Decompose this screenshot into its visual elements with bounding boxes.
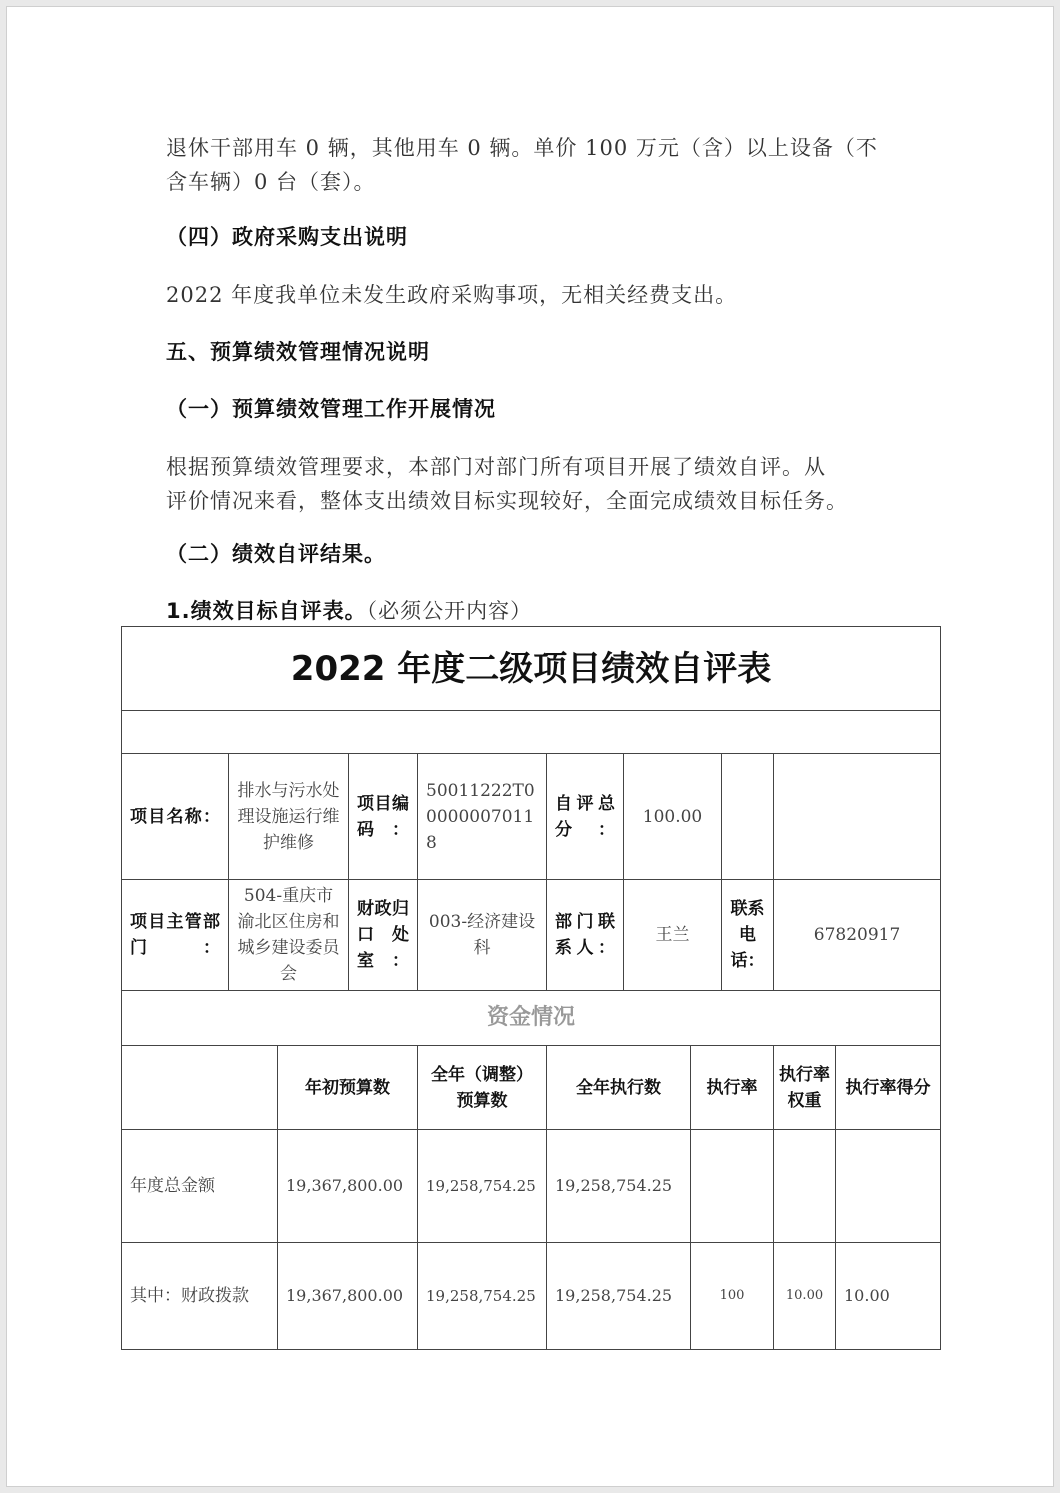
col-rate-weight: 执行率权重 bbox=[774, 1046, 836, 1130]
paragraph-line: 评价情况来看，整体支出绩效目标实现较好，全面完成绩效目标任务。 bbox=[166, 489, 848, 513]
contact-label: 部门联系人： bbox=[547, 880, 624, 991]
cell-executed: 19,258,754.25 bbox=[547, 1130, 691, 1243]
project-name-value: 排水与污水处理设施运行维护维修 bbox=[229, 754, 349, 880]
contact-value: 王兰 bbox=[624, 880, 722, 991]
cell-score: 10.00 bbox=[836, 1243, 941, 1350]
cell-adjusted: 19,258,754.25 bbox=[418, 1243, 547, 1350]
paragraph-procurement: 2022 年度我单位未发生政府采购事项，无相关经费支出。 bbox=[166, 283, 738, 307]
blank-row bbox=[122, 711, 941, 754]
col-rate-score: 执行率得分 bbox=[836, 1046, 941, 1130]
department-value: 504-重庆市渝北区住房和城乡建设委员会 bbox=[229, 880, 349, 991]
project-code-label: 项目编码： bbox=[349, 754, 418, 880]
paragraph-line: 退休干部用车 0 辆，其他用车 0 辆。单价 100 万元（含）以上设备（不 bbox=[166, 136, 878, 160]
cell-rate bbox=[691, 1130, 774, 1243]
office-label: 财政归口处室： bbox=[349, 880, 418, 991]
row-label: 年度总金额 bbox=[122, 1130, 278, 1243]
phone-label: 联系电话： bbox=[722, 880, 774, 991]
col-executed: 全年执行数 bbox=[547, 1046, 691, 1130]
empty-cell bbox=[774, 754, 941, 880]
cell-rate: 100 bbox=[691, 1243, 774, 1350]
cell-adjusted: 19,258,754.25 bbox=[418, 1130, 547, 1243]
paragraph-work bbox=[166, 450, 906, 518]
heading-table-caption bbox=[166, 594, 532, 628]
heading-procurement: （四）政府采购支出说明 bbox=[166, 225, 408, 249]
evaluation-table bbox=[121, 626, 941, 1350]
table-row bbox=[122, 1243, 941, 1350]
heading-section5: 五、预算绩效管理情况说明 bbox=[166, 340, 430, 364]
project-code-value: 50011222T000000070118 bbox=[418, 754, 547, 880]
office-value: 003-经济建设科 bbox=[418, 880, 547, 991]
cell-weight bbox=[774, 1130, 836, 1243]
cell-initial: 19,367,800.00 bbox=[278, 1130, 418, 1243]
table-row bbox=[122, 1130, 941, 1243]
paragraph-vehicles bbox=[166, 131, 906, 199]
heading-work: （一）预算绩效管理工作开展情况 bbox=[166, 397, 496, 421]
empty-cell bbox=[722, 754, 774, 880]
col-initial-budget: 年初预算数 bbox=[278, 1046, 418, 1130]
caption-note: （必须公开内容） bbox=[366, 599, 533, 623]
cell-initial: 19,367,800.00 bbox=[278, 1243, 418, 1350]
funds-section-header: 资金情况 bbox=[122, 991, 941, 1046]
cell-weight: 10.00 bbox=[774, 1243, 836, 1350]
score-label: 自评总分： bbox=[547, 754, 624, 880]
table-title: 2022 年度二级项目绩效自评表 bbox=[122, 627, 941, 711]
cell-executed: 19,258,754.25 bbox=[547, 1243, 691, 1350]
paragraph-line: 含车辆）0 台（套）。 bbox=[166, 170, 376, 194]
score-value: 100.00 bbox=[624, 754, 722, 880]
paragraph-line: 根据预算绩效管理要求，本部门对部门所有项目开展了绩效自评。从 bbox=[166, 455, 826, 479]
col-exec-rate: 执行率 bbox=[691, 1046, 774, 1130]
col-adjusted-budget: 全年（调整）预算数 bbox=[418, 1046, 547, 1130]
department-label: 项目主管部门： bbox=[122, 880, 229, 991]
row-label: 其中：财政拨款 bbox=[122, 1243, 278, 1350]
phone-value: 67820917 bbox=[774, 880, 941, 991]
heading-results: （二）绩效自评结果。 bbox=[166, 542, 386, 566]
caption-bold: 1.绩效目标自评表。 bbox=[166, 599, 367, 623]
empty-header-cell bbox=[122, 1046, 278, 1130]
project-name-label: 项目名称： bbox=[122, 754, 229, 880]
cell-score bbox=[836, 1130, 941, 1243]
